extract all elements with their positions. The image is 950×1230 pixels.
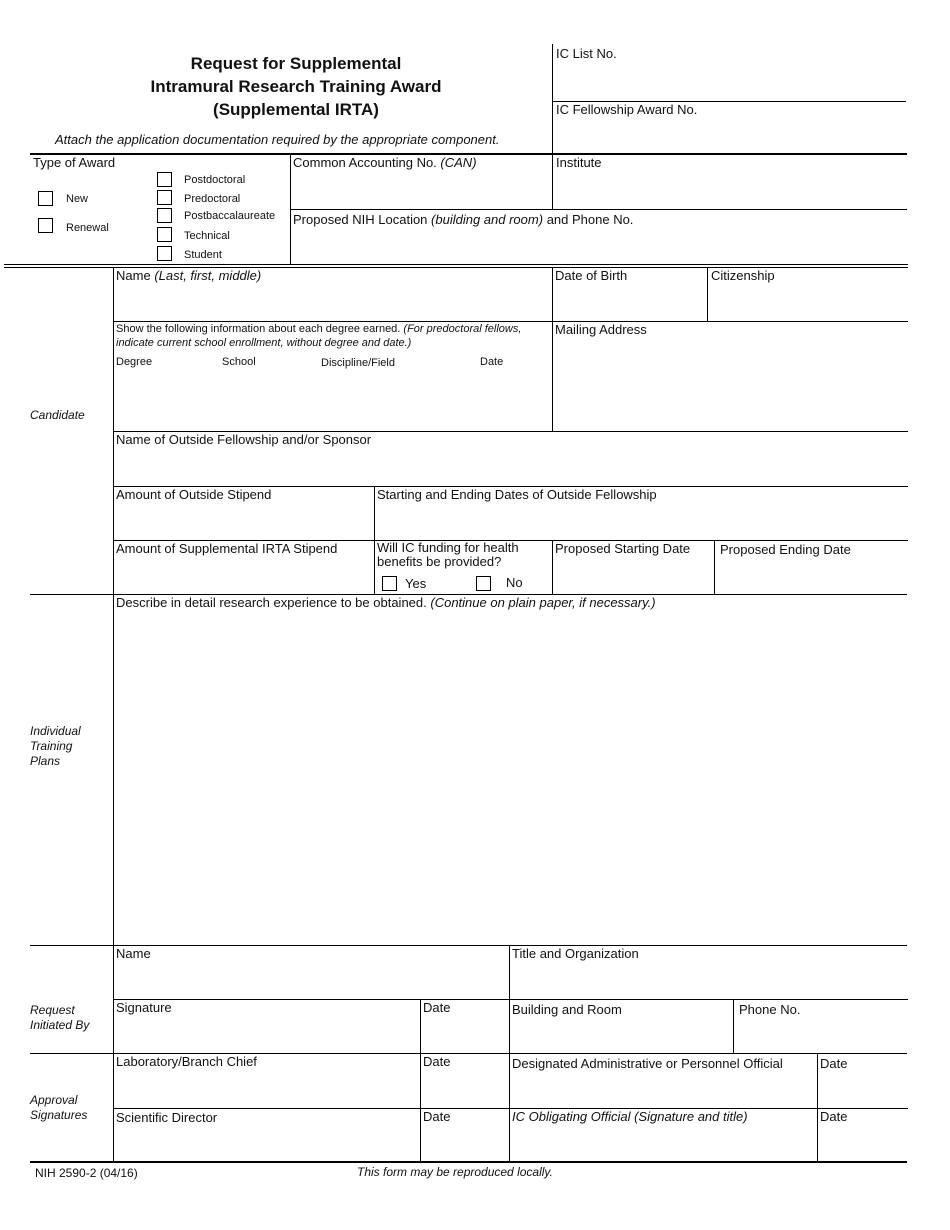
- health-divider: [552, 540, 553, 595]
- signature-field[interactable]: [118, 1019, 416, 1051]
- citizenship-label: Citizenship: [711, 268, 775, 283]
- name-field[interactable]: [118, 287, 548, 319]
- ic-list-no-label: IC List No.: [556, 46, 617, 61]
- degree-date-col-header: Date: [480, 356, 504, 368]
- designated-official-field[interactable]: [514, 1075, 812, 1105]
- can-abbr: (CAN): [440, 155, 477, 170]
- degree-info: Show the following information about each degree earned.: [116, 323, 401, 335]
- degree-col-header: Degree: [116, 356, 153, 368]
- signature-date-divider: [420, 999, 421, 1162]
- scientific-director-date-label: Date: [423, 1109, 451, 1124]
- type-of-award-label: Type of Award: [33, 155, 116, 170]
- postdoctoral-label: Postdoctoral: [184, 174, 246, 186]
- approval-section-label: Approval Signatures: [30, 1093, 88, 1122]
- name-label-text: Name: [116, 268, 151, 283]
- dob-field[interactable]: [558, 287, 703, 319]
- new-checkbox[interactable]: [38, 191, 53, 206]
- technical-label: Technical: [184, 230, 230, 242]
- postbaccalaureate-checkbox[interactable]: [157, 208, 172, 223]
- request-name-label: Name: [116, 946, 151, 961]
- signature-label: Signature: [116, 1000, 172, 1015]
- building-room-label: Building and Room: [512, 1002, 622, 1017]
- new-label: New: [66, 193, 89, 205]
- outside-fellowship-label: Name of Outside Fellowship and/or Sponsor: [116, 432, 372, 447]
- degree-entries-field[interactable]: [118, 372, 548, 428]
- phone-label: Phone No.: [739, 1002, 801, 1017]
- double-rule-1: [4, 264, 908, 265]
- dob-label: Date of Birth: [555, 268, 628, 283]
- obligating-date-label: Date: [820, 1109, 848, 1124]
- location-label-text: Proposed NIH Location: [293, 212, 428, 227]
- rule-bottom: [30, 1161, 907, 1163]
- yes-label: Yes: [405, 576, 427, 591]
- request-rule-1: [113, 999, 908, 1000]
- reproduce-note: This form may be reproduced locally.: [357, 1165, 553, 1179]
- location-field[interactable]: [296, 232, 900, 262]
- postdoctoral-checkbox[interactable]: [157, 172, 172, 187]
- renewal-checkbox[interactable]: [38, 218, 53, 233]
- irta-stipend-field[interactable]: [118, 560, 370, 592]
- technical-checkbox[interactable]: [157, 227, 172, 242]
- describe-text: Describe in detail research experience to be obtained.: [116, 595, 427, 610]
- title-line-2: Intramural Research Training Award: [150, 77, 442, 96]
- scientific-director-date-field[interactable]: [426, 1128, 506, 1158]
- postbaccalaureate-label: Postbaccalaureate: [184, 210, 276, 222]
- renewal-label: Renewal: [66, 222, 109, 234]
- proposed-start-label: Proposed Starting Date: [555, 541, 691, 556]
- attach-note: Attach the application documentation required by the appropriate component.: [55, 132, 500, 147]
- building-room-field[interactable]: [514, 1021, 728, 1051]
- training-bottom-rule: [30, 945, 907, 946]
- dob-citizenship-divider: [707, 268, 708, 322]
- title-org-label: Title and Organization: [512, 946, 639, 961]
- proposed-end-label: Proposed Ending Date: [720, 542, 851, 557]
- lab-chief-date-field[interactable]: [426, 1073, 506, 1105]
- can-label: [293, 156, 477, 170]
- can-label-text: Common Accounting No.: [293, 155, 437, 170]
- school-col-header: School: [222, 356, 256, 368]
- lab-chief-field[interactable]: [118, 1073, 416, 1105]
- start-end-divider: [714, 540, 715, 595]
- obligating-official-label: IC Obligating Official (Signature and title): [512, 1109, 748, 1124]
- title-line-3: (Supplemental IRTA): [213, 100, 379, 119]
- obligating-date-field[interactable]: [822, 1128, 904, 1158]
- name-dob-divider: [552, 268, 553, 432]
- lab-chief-date-label: Date: [423, 1054, 451, 1069]
- name-label: [116, 269, 261, 283]
- designated-date-label: Date: [820, 1056, 848, 1071]
- institute-field[interactable]: [560, 174, 900, 206]
- designated-date-field[interactable]: [822, 1075, 904, 1105]
- describe-label: [116, 596, 656, 610]
- approval-mid-rule: [113, 1108, 908, 1109]
- title-org-field[interactable]: [514, 965, 904, 997]
- ic-fellowship-label: IC Fellowship Award No.: [556, 102, 698, 117]
- discipline-col-header: Discipline/Field: [321, 357, 395, 369]
- student-label: Student: [184, 249, 222, 261]
- obligating-official-field[interactable]: [514, 1128, 812, 1158]
- research-experience-field[interactable]: [118, 614, 904, 942]
- ic-list-no-field[interactable]: [560, 64, 900, 98]
- can-field[interactable]: [296, 174, 548, 206]
- scientific-director-field[interactable]: [118, 1129, 416, 1159]
- proposed-start-field[interactable]: [558, 560, 710, 592]
- health-benefits-label: Will IC funding for health benefits be provided?: [377, 540, 519, 569]
- ic-fellowship-field[interactable]: [560, 120, 900, 152]
- request-name-field[interactable]: [118, 965, 504, 997]
- proposed-end-field[interactable]: [722, 560, 904, 592]
- location-rule: [290, 209, 907, 210]
- institute-label: Institute: [556, 155, 602, 170]
- lab-chief-label: Laboratory/Branch Chief: [116, 1054, 257, 1069]
- request-section-label: Request Initiated By: [30, 1003, 90, 1032]
- signature-date-field[interactable]: [426, 1019, 506, 1051]
- header-divider: [552, 44, 553, 154]
- candidate-section-label: Candidate: [30, 408, 85, 422]
- describe-note: (Continue on plain paper, if necessary.): [430, 595, 656, 610]
- training-left-rule: [113, 595, 114, 946]
- phone-field[interactable]: [740, 1021, 904, 1051]
- degree-info-text: [116, 322, 548, 350]
- location-label: [293, 213, 633, 227]
- outside-stipend-label: Amount of Outside Stipend: [116, 487, 272, 502]
- outside-dates-label: Starting and Ending Dates of Outside Fellowship: [377, 487, 657, 502]
- no-checkbox[interactable]: [476, 576, 491, 591]
- can-institute-divider: [552, 153, 553, 210]
- outside-dates-field[interactable]: [380, 506, 904, 538]
- scientific-director-label: Scientific Director: [116, 1110, 218, 1125]
- request-left-rule: [113, 946, 114, 1162]
- form-number: NIH 2590-2 (04/16): [35, 1166, 138, 1180]
- predoctoral-label: Predoctoral: [184, 193, 241, 205]
- no-label: No: [506, 575, 523, 590]
- student-checkbox[interactable]: [157, 246, 172, 261]
- title-line-1: Request for Supplemental: [190, 54, 402, 73]
- location-paren: (building and room): [431, 212, 544, 227]
- degree-info-note: (For predoctoral fellows, indicate current school enrollment, without degree and date.): [116, 323, 522, 349]
- signature-date-label: Date: [423, 1000, 451, 1015]
- building-phone-divider: [733, 999, 734, 1054]
- yes-checkbox[interactable]: [382, 576, 397, 591]
- predoctoral-checkbox[interactable]: [157, 190, 172, 205]
- irta-stipend-label: Amount of Supplemental IRTA Stipend: [116, 541, 338, 556]
- designated-official-label: Designated Administrative or Personnel Official: [512, 1056, 783, 1071]
- training-section-label: Individual Training Plans: [30, 724, 81, 768]
- form-title: [100, 52, 492, 121]
- name-hint: (Last, first, middle): [154, 268, 262, 283]
- mailing-address-label: Mailing Address: [555, 322, 647, 337]
- request-mid-rule: [509, 946, 510, 1162]
- outside-fellowship-field[interactable]: [118, 451, 904, 483]
- citizenship-field[interactable]: [714, 287, 904, 319]
- location-phone: and Phone No.: [546, 212, 634, 227]
- outside-stipend-field[interactable]: [118, 506, 370, 538]
- mailing-address-field[interactable]: [558, 341, 904, 429]
